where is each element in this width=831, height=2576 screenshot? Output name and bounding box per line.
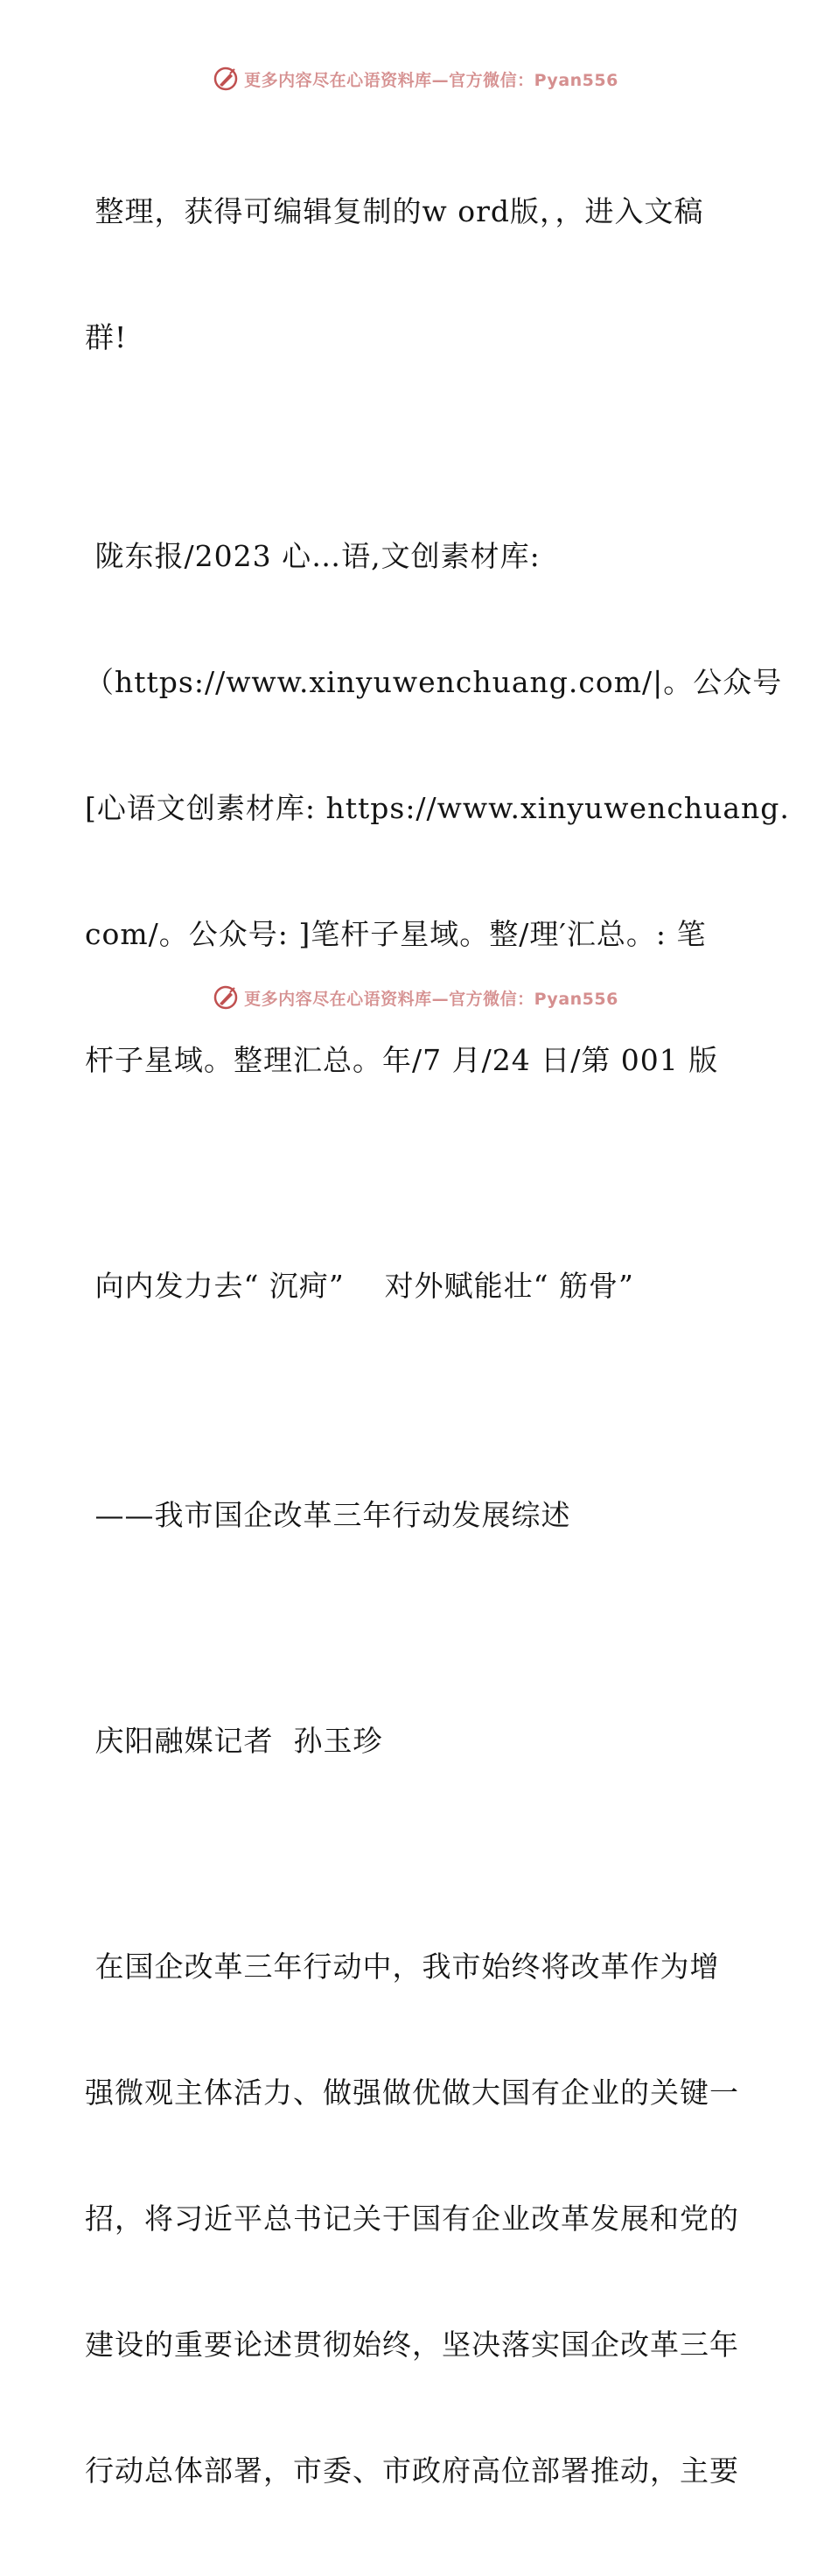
article-title-text: 向内发力去“ 沉疴” 对外赋能壮“ 筋骨”: [85, 1269, 634, 1303]
text-line: 群!: [85, 320, 128, 354]
watermark-text: 更多内容尽在心语资料库—官方微信：Pyan556: [244, 70, 618, 90]
text-line: 在国企改革三年行动中，我市始终将改革作为增: [85, 1950, 720, 1984]
body-paragraph: [85, 1862, 750, 2576]
text-line: 建设的重要论述贯彻始终，坚决落实国企改革三年: [85, 2328, 739, 2362]
text-line: [心语文创素材库: https://www.xinyuwenchuang.: [85, 791, 790, 825]
byline: [85, 1636, 750, 1846]
text-line: （https://www.xinyuwenchuang.com/|。公众号: [85, 665, 783, 699]
text-line: 招，将习近平总书记关于国有企业改革发展和党的: [85, 2202, 739, 2236]
text-line: 强微观主体活力、做强做优做大国有企业的关键一: [85, 2076, 739, 2110]
article-subtitle: [85, 1410, 750, 1620]
text-line: com/。公众号: ]笔杆子星域。整/理′汇总。: 笔: [85, 917, 707, 951]
text-line: 杆子星域。整理汇总。年/7 月/24 日/第 001 版: [85, 1043, 719, 1077]
text-line: 行动总体部署，市委、市政府高位部署推动，主要: [85, 2454, 739, 2488]
source-meta-paragraph: [85, 452, 790, 1166]
byline-text: 庆阳融媒记者 孙玉珍: [85, 1724, 383, 1758]
text-line: 陇东报/2023 心…语,文创素材库:: [85, 539, 541, 573]
header-watermark: [0, 61, 831, 96]
article-subtitle-text: ——我市国企改革三年行动发展综述: [85, 1498, 571, 1532]
watermark-text: 更多内容尽在心语资料库—官方微信：Pyan556: [244, 989, 618, 1009]
quill-pen-logo-icon: [213, 984, 239, 1011]
document-body: [85, 107, 790, 2576]
text-line: 整理，获得可编辑复制的w ord版，，进入文稿: [85, 194, 704, 228]
article-title: [85, 1181, 750, 1391]
quill-pen-logo-icon: [213, 66, 239, 92]
footer-watermark: [0, 980, 831, 1015]
intro-paragraph: [85, 107, 750, 443]
